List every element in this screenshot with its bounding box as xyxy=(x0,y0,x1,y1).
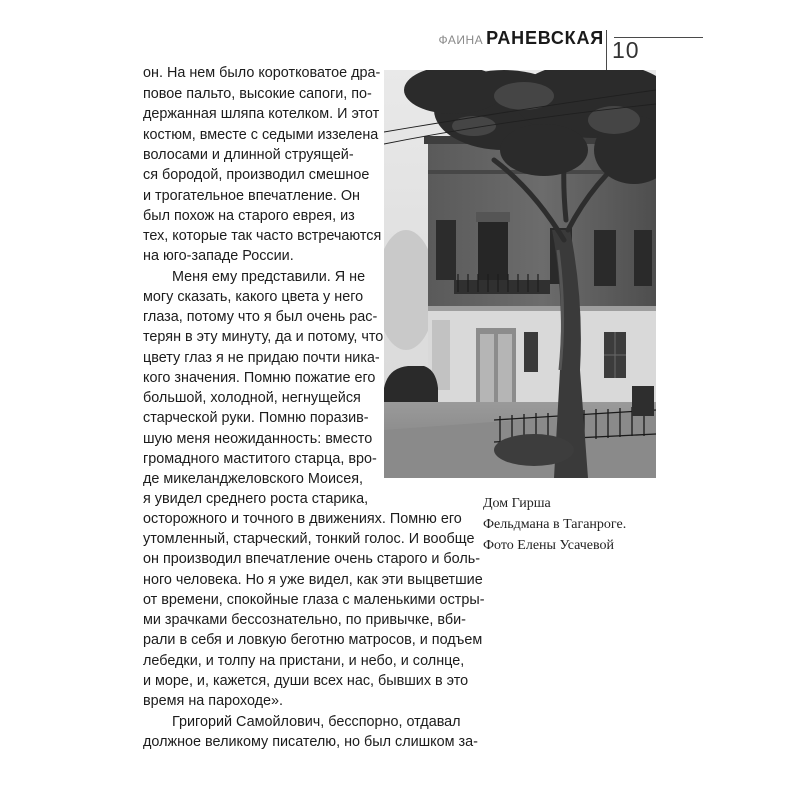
text-line: тех, которые так часто встречаются xyxy=(143,228,382,244)
text-line: старческой руки. Помню поразив- xyxy=(143,410,369,426)
text-line: держанная шляпа котелком. И этот xyxy=(143,106,380,122)
text-line: рали в себя и ловкую беготню матросов, и подъем xyxy=(143,632,483,648)
text-line: глаза, потому что я был очень рас- xyxy=(143,309,378,325)
text-line: он. На нем было коротковатое дра- xyxy=(143,65,381,81)
text-line: и трогательное впечатление. Он xyxy=(143,188,361,204)
text-line: кого значения. Помню пожатие его xyxy=(143,370,376,386)
photo-caption xyxy=(483,493,626,556)
text-line: был похож на старого еврея, из xyxy=(143,208,355,224)
text-line: могу сказать, какого цвета у него xyxy=(143,289,364,305)
text-line: де микеланджеловского Моисея, xyxy=(143,471,364,487)
running-header-author xyxy=(438,28,604,49)
text-line: я увидел среднего роста старика, xyxy=(143,491,369,507)
text-line: и море, и, кажется, души всех нас, бывших в это xyxy=(143,673,469,689)
text-line: он производил впечатление очень старого и боль- xyxy=(143,551,481,567)
text-line: лебедки, и толпу на пристани, и небо, и солнце, xyxy=(143,653,465,669)
page-number: 10 xyxy=(612,37,640,63)
text-line: громадного маститого старца, вро- xyxy=(143,451,377,467)
text-line: волосами и длинной струящей- xyxy=(143,147,354,163)
caption-line: Фото Елены Усачевой xyxy=(483,538,614,553)
text-line: ся бородой, производил смешное xyxy=(143,167,370,183)
text-line: осторожного и точного в движениях. Помню его xyxy=(143,511,462,527)
text-line: повое пальто, высокие сапоги, по- xyxy=(143,86,372,102)
text-line: время на пароходе». xyxy=(143,693,284,709)
text-line: цвету глаз я не придаю почти ника- xyxy=(143,350,380,366)
text-line: костюм, вместе с седыми иззелена xyxy=(143,127,379,143)
house-photo-illustration xyxy=(384,70,656,478)
text-line: Меня ему представили. Я не xyxy=(172,269,366,285)
text-line: терян в эту минуту, да и потому, что xyxy=(143,329,384,345)
text-line: ми зрачками бессознательно, по привычке, вби- xyxy=(143,612,466,628)
house-photo xyxy=(384,70,656,478)
caption-line: Дом Гирша xyxy=(483,496,551,511)
caption-line: Фельдмана в Таганроге. xyxy=(483,517,627,532)
text-line: должное великому писателю, но был слишком за- xyxy=(143,734,478,750)
text-line: Григорий Самойлович, бесспорно, отдавал xyxy=(172,714,461,730)
page-number-divider xyxy=(606,30,607,72)
text-line: шую меня неожиданность: вместо xyxy=(143,431,373,447)
text-line: на юго-западе России. xyxy=(143,248,294,264)
text-line: ного человека. Но я уже видел, как эти выцветшие xyxy=(143,572,483,588)
text-line: от времени, спокойные глаза с маленькими остры- xyxy=(143,592,485,608)
text-line: большой, холодной, негнущейся xyxy=(143,390,361,406)
text-line: утомленный, старческий, тонкий голос. И вообще xyxy=(143,531,475,547)
author-last-name: РАНЕВСКАЯ xyxy=(486,28,604,48)
author-first-name: ФАИНА xyxy=(438,33,484,47)
